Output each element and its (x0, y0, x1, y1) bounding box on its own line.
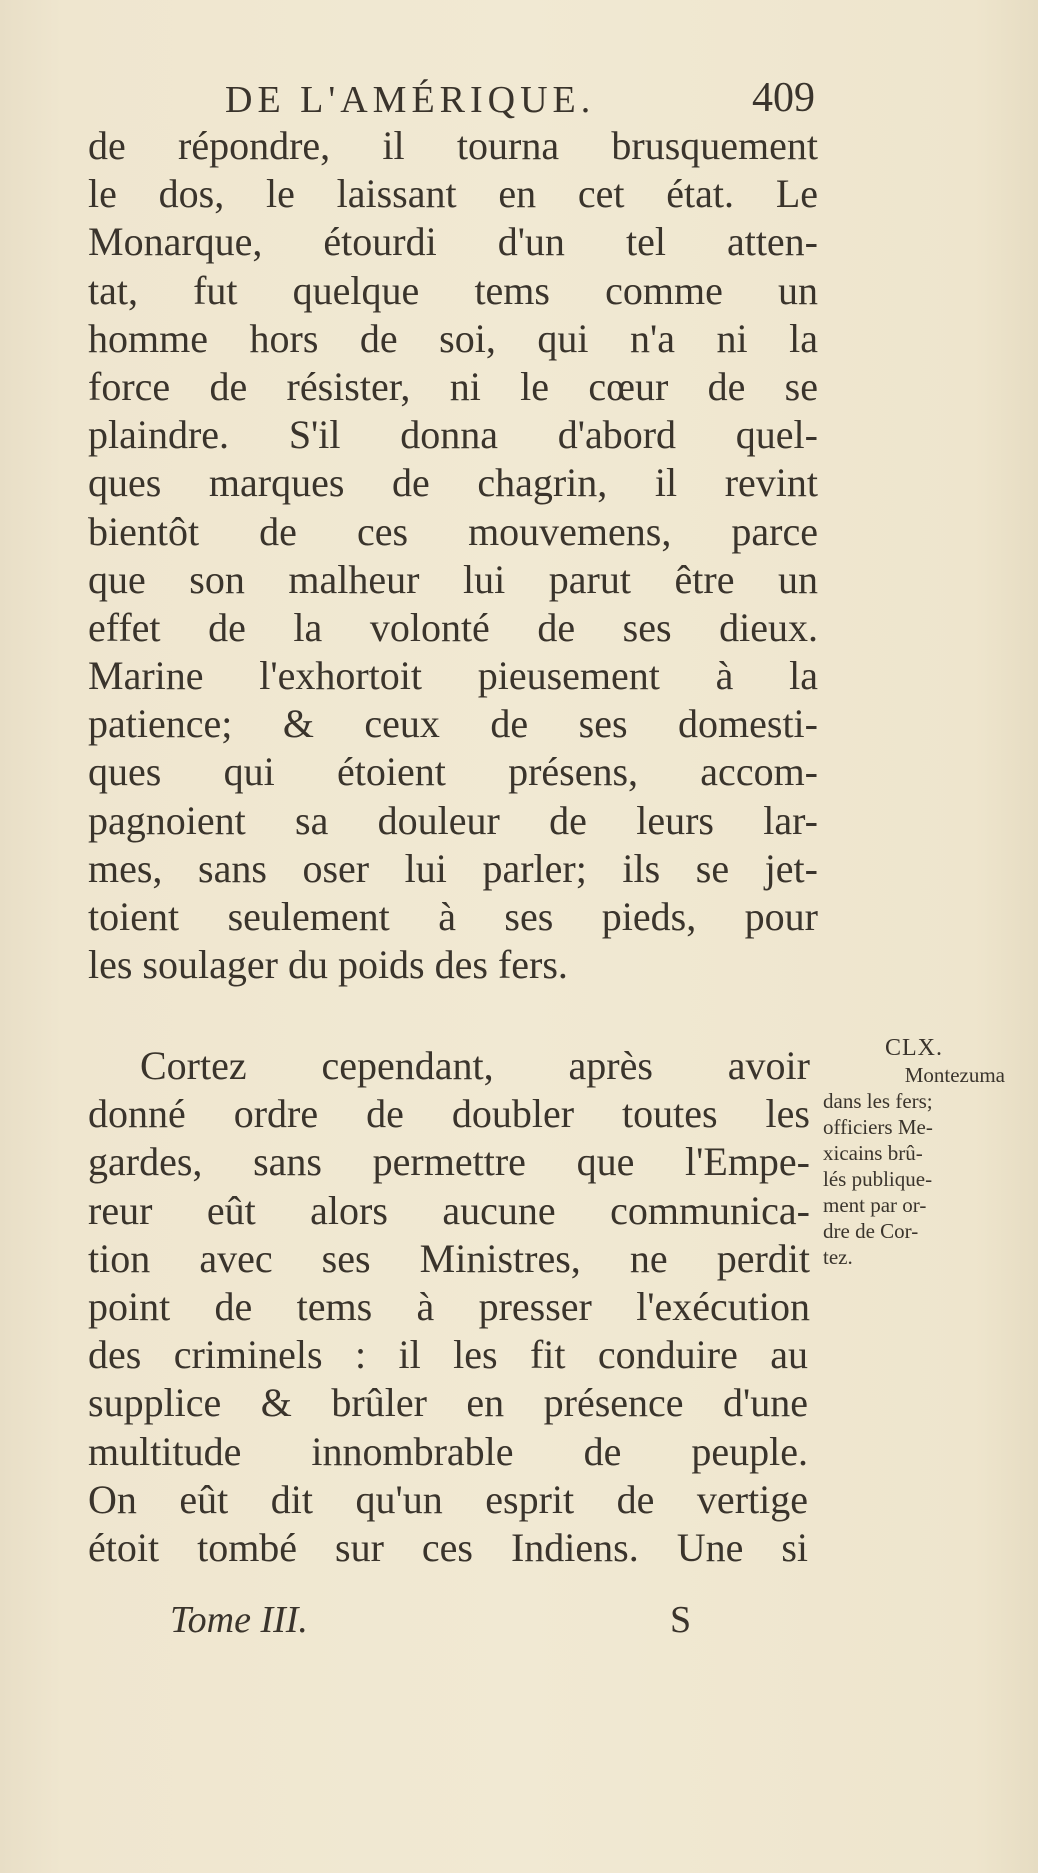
text-line: effet de la volonté de ses dieux. (88, 604, 818, 650)
text-line: tat, fut quelque tems comme un (88, 267, 818, 313)
text-line: On eût dit qu'un esprit de vertige (88, 1476, 808, 1522)
text-line: Monarque, étourdi d'un tel atten- (88, 219, 818, 265)
text-line: de répondre, il tourna brusquement (88, 123, 818, 168)
page-footer (170, 1598, 730, 1658)
page-number: 409 (752, 75, 815, 121)
main-text-paragraph-1 (88, 122, 818, 989)
margin-note-line: Montezuma (904, 1063, 1005, 1087)
text-line: reur eût alors aucune communica- (88, 1187, 810, 1233)
running-head: DE L'AMÉRIQUE. (225, 79, 596, 121)
margin-note-line: officiers Me- (823, 1115, 933, 1139)
margin-note-title: CLX. (885, 1035, 943, 1061)
margin-note (823, 1034, 1005, 1270)
text-line: des criminels : il les fit conduire au (88, 1332, 808, 1378)
volume-label: Tome III. (170, 1599, 308, 1641)
text-line: gardes, sans permettre que l'Empe- (88, 1139, 810, 1185)
text-line: les soulager du poids des fers. (88, 942, 568, 988)
text-line: que son malheur lui parut être un (88, 556, 818, 602)
margin-note-line: dre de Cor- (823, 1219, 919, 1243)
main-text-paragraph-2 (88, 1042, 810, 1572)
text-line: Marine l'exhortoit pieusement à la (88, 653, 818, 699)
margin-note-line: xicains brû- (823, 1141, 923, 1165)
text-line: ques marques de chagrin, il revint (88, 460, 818, 506)
text-line: mes, sans oser lui parler; ils se jet- (88, 845, 818, 891)
text-line: le dos, le laissant en cet état. Le (88, 171, 818, 217)
margin-note-line: ment par or- (823, 1193, 927, 1217)
text-line: pagnoient sa douleur de leurs lar- (88, 797, 818, 843)
text-line: force de résister, ni le cœur de se (88, 363, 818, 409)
margin-note-line: lés publique- (823, 1167, 933, 1191)
text-line: multitude innombrable de peuple. (88, 1428, 808, 1474)
signature-mark: S (670, 1599, 692, 1641)
text-line: plaindre. S'il donna d'abord quel- (88, 412, 818, 458)
text-line: donné ordre de doubler toutes les (88, 1091, 810, 1137)
text-line: point de tems à presser l'exécution (88, 1283, 810, 1329)
text-line: bientôt de ces mouvemens, parce (88, 508, 818, 554)
text-line: toient seulement à ses pieds, pour (88, 894, 818, 939)
text-line: Cortez cependant, après avoir (140, 1043, 810, 1088)
text-line: supplice & brûler en présence d'une (88, 1380, 808, 1426)
text-line: ques qui étoient présens, accom- (88, 749, 818, 795)
text-line: étoit tombé sur ces Indiens. Une si (88, 1524, 808, 1570)
page-header (225, 70, 815, 130)
text-line: tion avec ses Ministres, ne perdit (88, 1235, 810, 1281)
text-line: patience; & ceux de ses domesti- (88, 701, 818, 747)
text-line: homme hors de soi, qui n'a ni la (88, 315, 818, 361)
margin-note-line: dans les fers; (823, 1089, 933, 1113)
margin-note-line: tez. (823, 1245, 853, 1269)
